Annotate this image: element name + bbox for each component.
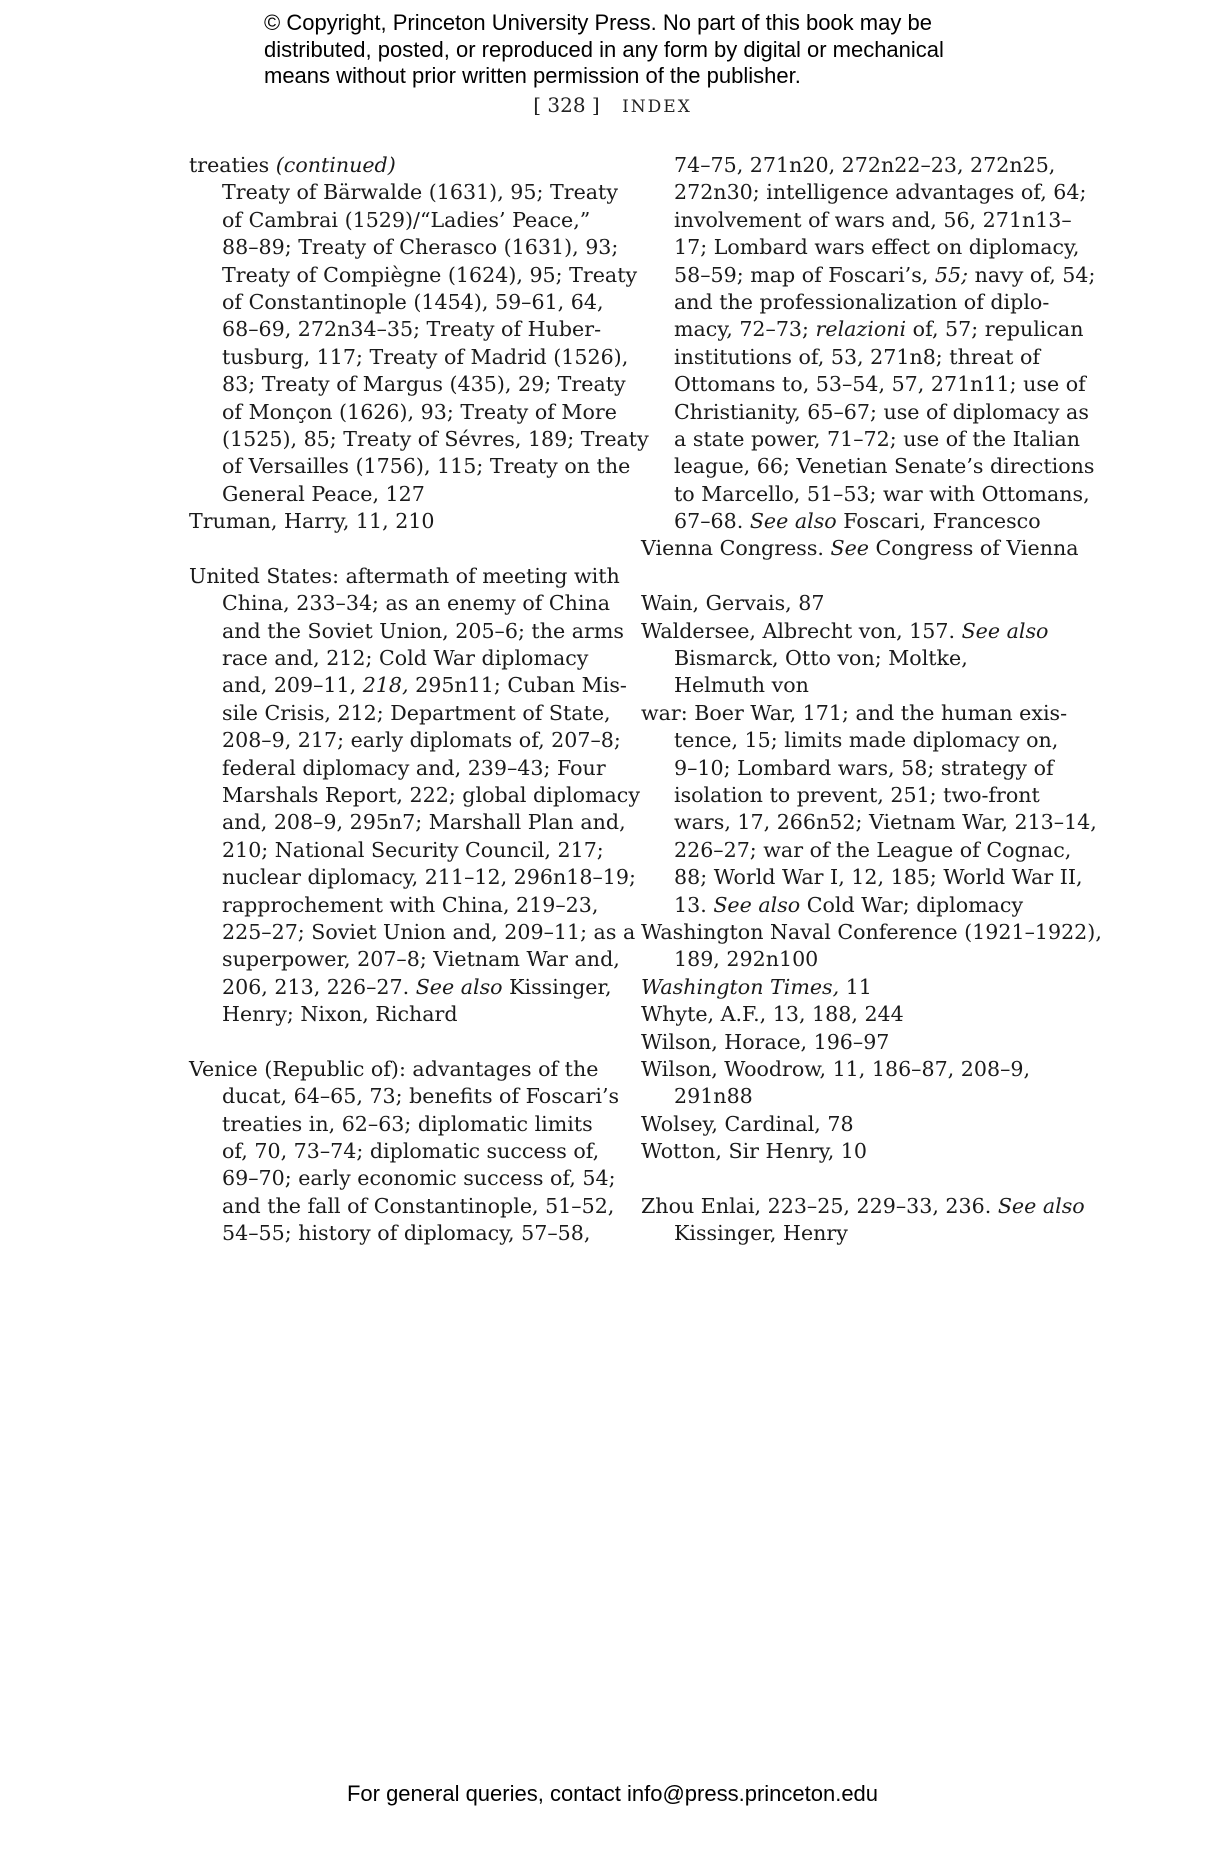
index-subentry-line bbox=[189, 179, 618, 206]
footer-contact: For general queries, contact info@press.princeton.edu bbox=[346, 1781, 879, 1806]
index-subentry-line bbox=[189, 946, 620, 973]
entry-text: of, 70, 73–74; diplomatic success of, bbox=[222, 1139, 600, 1164]
index-entry-line bbox=[641, 1029, 1051, 1056]
index-entry-line bbox=[641, 1056, 1051, 1083]
index-subentry-line bbox=[189, 1220, 599, 1247]
entry-text: 58–59; map of Foscari’s, bbox=[674, 262, 935, 287]
entry-text: (1525), 85; Treaty of Sévres, 189; Treaty bbox=[222, 426, 649, 451]
index-subentry-line bbox=[189, 399, 617, 426]
entry-text: Wolsey, Cardinal, 78 bbox=[641, 1111, 854, 1136]
index-subentry-line bbox=[641, 371, 1086, 398]
index-subentry-line bbox=[189, 755, 606, 782]
entry-text: and, 209–11, bbox=[222, 673, 363, 698]
index-subentry-line bbox=[641, 508, 1051, 535]
entry-text: a state power, 71–72; use of the Italian bbox=[674, 426, 1081, 451]
entry-text: of Constantinople (1454), 59–61, 64, bbox=[222, 289, 604, 314]
entry-text: Wain, Gervais, 87 bbox=[641, 591, 825, 616]
index-subentry-line bbox=[189, 809, 626, 836]
copyright-line: © Copyright, Princeton University Press. No part of this book may be bbox=[264, 10, 932, 35]
index-subentry-line bbox=[189, 618, 624, 645]
entry-text: 68–69, 272n34–35; Treaty of Huber- bbox=[222, 317, 602, 342]
index-subentry-line bbox=[641, 864, 1083, 891]
index-subentry-line bbox=[641, 782, 1051, 809]
entry-text: 226–27; war of the League of Cognac, bbox=[674, 837, 1072, 862]
entry-text: Whyte, A.F., 13, 188, 244 bbox=[641, 1002, 904, 1027]
index-entry-line bbox=[189, 152, 599, 179]
entry-text: General Peace, 127 bbox=[222, 481, 425, 506]
index-subentry-line bbox=[641, 426, 1081, 453]
index-entry-line bbox=[641, 1138, 1051, 1165]
entry-text: Bismarck, Otto von; Moltke, bbox=[674, 646, 968, 671]
page-number: [ 328 ] bbox=[533, 93, 600, 117]
index-subentry-line bbox=[641, 262, 1096, 289]
italic-text: (continued) bbox=[275, 153, 396, 177]
entry-text: federal diplomacy and, 239–43; Four bbox=[222, 755, 606, 780]
entry-spacer bbox=[189, 535, 599, 562]
entry-text: and the fall of Constantinople, 51–52, bbox=[222, 1193, 615, 1218]
index-subentry-line bbox=[189, 1001, 599, 1028]
entry-text: 88; World War I, 12, 185; World War II, bbox=[674, 865, 1083, 890]
index-subentry-line bbox=[189, 919, 636, 946]
index-subentry-line bbox=[641, 755, 1054, 782]
entry-text: Treaty of Compiègne (1624), 95; Treaty bbox=[222, 262, 638, 287]
index-subentry-line bbox=[189, 481, 599, 508]
entry-spacer bbox=[189, 1029, 599, 1056]
entry-text: 210; National Security Council, 217; bbox=[222, 837, 604, 862]
entry-text: of, 57; repulican bbox=[906, 317, 1084, 342]
italic-text: See also bbox=[997, 1193, 1085, 1218]
entry-text: 67–68. bbox=[674, 509, 750, 534]
index-subentry-line bbox=[189, 727, 621, 754]
entry-text: race and, 212; Cold War diplomacy bbox=[222, 646, 589, 671]
italic-text: 55; bbox=[934, 262, 969, 287]
italic-text: 218, bbox=[362, 673, 409, 698]
index-subentry-line bbox=[641, 481, 1090, 508]
italic-text: Washington Times, bbox=[641, 974, 840, 999]
entry-text: 291n88 bbox=[674, 1084, 753, 1109]
index-subentry-line bbox=[189, 1193, 615, 1220]
index-subentry-line bbox=[189, 262, 638, 289]
index-subentry-line bbox=[641, 1083, 1051, 1110]
index-entry-line bbox=[189, 508, 599, 535]
entry-text: 54–55; history of diplomacy, 57–58, bbox=[222, 1221, 591, 1246]
index-subentry-line bbox=[189, 1138, 599, 1165]
entry-text: Washington Naval Conference (1921–1922), bbox=[641, 919, 1102, 944]
index-subentry-line bbox=[641, 672, 1051, 699]
index-subentry-line bbox=[641, 946, 1051, 973]
index-subentry-line bbox=[641, 453, 1095, 480]
index-subentry-line bbox=[189, 344, 629, 371]
running-head bbox=[0, 92, 1225, 120]
italic-text: See also bbox=[749, 509, 837, 534]
entry-text: navy of, 54; bbox=[968, 262, 1096, 287]
index-subentry-line bbox=[189, 892, 599, 919]
entry-text: involvement of wars and, 56, 271n13– bbox=[674, 207, 1072, 232]
index-entry-line bbox=[641, 618, 1051, 645]
index-entry-line bbox=[641, 535, 1079, 562]
entry-text: Zhou Enlai, 223–25, 229–33, 236. bbox=[641, 1193, 998, 1218]
entry-text: wars, 17, 266n52; Vietnam War, 213–14, bbox=[674, 810, 1097, 835]
entry-text: sile Crisis, 212; Department of State, bbox=[222, 700, 611, 725]
entry-text: Helmuth von bbox=[674, 673, 809, 698]
entry-text: 17; Lombard wars effect on diplomacy, bbox=[674, 235, 1080, 260]
index-subentry-line bbox=[641, 289, 1051, 316]
index-entry-line bbox=[189, 1056, 599, 1083]
index-subentry-line bbox=[189, 974, 612, 1001]
entry-text: 225–27; Soviet Union and, 209–11; as a bbox=[222, 919, 636, 944]
italic-text: See also bbox=[961, 618, 1049, 643]
italic-text: See also bbox=[713, 892, 801, 917]
index-entry-line bbox=[641, 974, 1051, 1001]
index-subentry-line bbox=[189, 426, 649, 453]
entry-text: war: Boer War, 171; and the human exis- bbox=[641, 700, 1068, 725]
entry-text: Ottomans to, 53–54, 57, 271n11; use of bbox=[674, 372, 1086, 397]
index-subentry-line bbox=[189, 289, 604, 316]
index-subentry-line bbox=[189, 207, 599, 234]
entry-text: 88–89; Treaty of Cherasco (1631), 93; bbox=[222, 235, 619, 260]
italic-text: See bbox=[830, 536, 869, 561]
italic-text: relazioni bbox=[815, 317, 907, 342]
index-subentry-line bbox=[641, 316, 1084, 343]
index-subentry-line bbox=[189, 864, 636, 891]
entry-text: Vienna Congress. bbox=[641, 536, 831, 561]
entry-text: of Versailles (1756), 115; Treaty on the bbox=[222, 454, 631, 479]
italic-text: See also bbox=[415, 974, 503, 999]
entry-text: Kissinger, Henry bbox=[674, 1221, 848, 1246]
index-subentry-line bbox=[641, 645, 1051, 672]
entry-text: Truman, Harry, 11, 210 bbox=[189, 509, 435, 534]
index-column-right bbox=[641, 152, 1102, 1248]
entry-text: league, 66; Venetian Senate’s directions bbox=[674, 454, 1095, 479]
entry-text: Treaty of Bärwalde (1631), 95; Treaty bbox=[222, 180, 618, 205]
copyright-notice bbox=[264, 10, 1024, 90]
index-subentry-line bbox=[189, 590, 611, 617]
index-entry-line bbox=[641, 1111, 1051, 1138]
entry-text: Cold War; diplomacy bbox=[800, 892, 1024, 917]
index-subentry-line bbox=[641, 179, 1087, 206]
entry-text: institutions of, 53, 271n8; threat of bbox=[674, 344, 1040, 369]
index-entry-line bbox=[641, 1193, 1085, 1220]
entry-text: of Monçon (1626), 93; Treaty of More bbox=[222, 399, 617, 424]
entry-text: 272n30; intelligence advantages of, 64; bbox=[674, 180, 1087, 205]
index-subentry-line bbox=[641, 399, 1089, 426]
index-subentry-line bbox=[189, 316, 602, 343]
entry-text: nuclear diplomacy, 211–12, 296n18–19; bbox=[222, 865, 636, 890]
index-subentry-line bbox=[641, 892, 1051, 919]
entry-spacer bbox=[641, 563, 1051, 590]
index-subentry-line bbox=[189, 371, 626, 398]
section-title: INDEX bbox=[622, 97, 692, 117]
index-subentry-line bbox=[641, 152, 1056, 179]
entry-text: Marshals Report, 222; global diplomacy bbox=[222, 782, 640, 807]
entry-text: tusburg, 117; Treaty of Madrid (1526), bbox=[222, 344, 629, 369]
entry-text: Foscari, Francesco bbox=[836, 509, 1041, 534]
entry-text: and the Soviet Union, 205–6; the arms bbox=[222, 618, 624, 643]
entry-spacer bbox=[641, 1165, 1051, 1192]
entry-text: 295n11; Cuban Mis- bbox=[408, 673, 627, 698]
index-entry-line bbox=[641, 590, 1051, 617]
entry-text: Christianity, 65–67; use of diplomacy as bbox=[674, 399, 1089, 424]
entry-text: superpower, 207–8; Vietnam War and, bbox=[222, 947, 620, 972]
index-subentry-line bbox=[641, 809, 1097, 836]
index-subentry-line bbox=[189, 1083, 620, 1110]
entry-text: 9–10; Lombard wars, 58; strategy of bbox=[674, 755, 1054, 780]
entry-text: to Marcello, 51–53; war with Ottomans, bbox=[674, 481, 1090, 506]
index-entry-line bbox=[641, 919, 1102, 946]
entry-text: 206, 213, 226–27. bbox=[222, 974, 416, 999]
entry-text: isolation to prevent, 251; two-front bbox=[674, 782, 1040, 807]
entry-text: China, 233–34; as an enemy of China bbox=[222, 591, 611, 616]
index-subentry-line bbox=[641, 1220, 1051, 1247]
entry-text: and the professionalization of diplo- bbox=[674, 289, 1050, 314]
index-entry-line bbox=[641, 1001, 1051, 1028]
index-subentry-line bbox=[189, 837, 604, 864]
index-subentry-line bbox=[189, 645, 599, 672]
entry-text: 74–75, 271n20, 272n22–23, 272n25, bbox=[674, 153, 1056, 177]
index-subentry-line bbox=[189, 1165, 616, 1192]
entry-text: Wotton, Sir Henry, 10 bbox=[641, 1139, 868, 1164]
entry-text: and, 208–9, 295n7; Marshall Plan and, bbox=[222, 810, 626, 835]
entry-text: Waldersee, Albrecht von, 157. bbox=[641, 618, 962, 643]
entry-text: macy, 72–73; bbox=[674, 317, 816, 342]
entry-text: Wilson, Horace, 196–97 bbox=[641, 1029, 890, 1054]
entry-text: of Cambrai (1529)/“Ladies’ Peace,” bbox=[222, 207, 591, 232]
entry-text: Kissinger, bbox=[502, 974, 612, 999]
entry-text: treaties in, 62–63; diplomatic limits bbox=[222, 1111, 593, 1136]
index-entry-line bbox=[641, 700, 1068, 727]
index-entry-line bbox=[189, 563, 620, 590]
copyright-line: distributed, posted, or reproduced in any form by digital or mechanical bbox=[264, 36, 944, 62]
index-column-left bbox=[189, 152, 649, 1248]
index-subentry-line bbox=[641, 207, 1072, 234]
entry-text: 13. bbox=[674, 892, 714, 917]
entry-text: ducat, 64–65, 73; benefits of Foscari’s bbox=[222, 1084, 620, 1109]
entry-text: Congress of Vienna bbox=[868, 536, 1079, 561]
entry-text: 69–70; early economic success of, 54; bbox=[222, 1166, 616, 1191]
index-subentry-line bbox=[189, 453, 631, 480]
entry-text: treaties bbox=[189, 153, 276, 177]
index-subentry-line bbox=[189, 1111, 599, 1138]
copyright-line: means without prior written permission of the publisher. bbox=[264, 63, 801, 88]
entry-text: tence, 15; limits made diplomacy on, bbox=[674, 728, 1059, 753]
entry-text: 83; Treaty of Margus (435), 29; Treaty bbox=[222, 372, 626, 397]
entry-text: rapprochement with China, 219–23, bbox=[222, 892, 599, 917]
entry-text: Wilson, Woodrow, 11, 186–87, 208–9, bbox=[641, 1056, 1031, 1081]
entry-text: 189, 292n100 bbox=[674, 947, 819, 972]
entry-text: United States: aftermath of meeting with bbox=[189, 563, 620, 588]
index-subentry-line bbox=[189, 782, 640, 809]
index-subentry-line bbox=[189, 700, 611, 727]
index-subentry-line bbox=[189, 234, 619, 261]
index-subentry-line bbox=[641, 837, 1072, 864]
entry-text: 11 bbox=[839, 974, 872, 999]
index-subentry-line bbox=[189, 672, 627, 699]
entry-text: Henry; Nixon, Richard bbox=[222, 1002, 458, 1027]
entry-text: 208–9, 217; early diplomats of, 207–8; bbox=[222, 728, 621, 753]
index-subentry-line bbox=[641, 234, 1080, 261]
index-subentry-line bbox=[641, 344, 1051, 371]
entry-text: Venice (Republic of): advantages of the bbox=[189, 1056, 599, 1081]
index-subentry-line bbox=[641, 727, 1059, 754]
